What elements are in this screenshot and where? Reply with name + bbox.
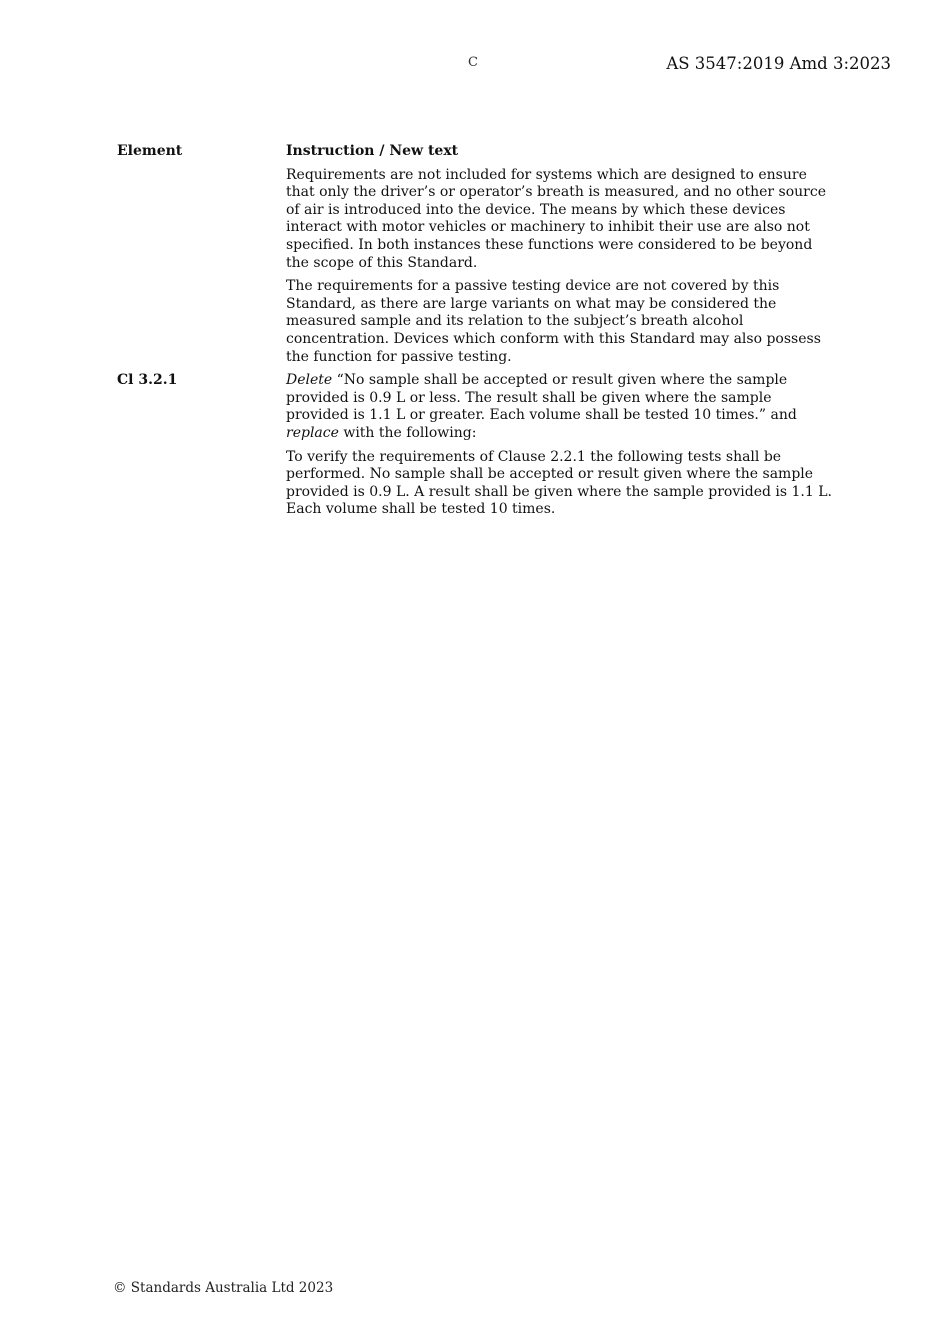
row-instruction [286,167,833,373]
replace-keyword: replace [286,424,339,441]
table-row [117,167,833,373]
table-header-row [117,143,833,161]
deleted-text: “No sample shall be accepted or result given where the sample provided is 0.9 L or less. The result shall be given where the sample provided is 1.1 L or greater. Each volume shall be tested 10 times.” and [286,372,797,424]
element-column-heading: Element [117,143,183,159]
new-text-paragraph: To verify the requirements of Clause 2.2.1 the following tests shall be performed. No sample shall be accepted or result given where the sample provided is 0.9 L. A result shall be given where the sample provided is 1.1 L. Each volume shall be tested 10 times. [286,448,832,518]
page-letter: C [468,55,478,70]
document-id: AS 3547:2019 Amd 3:2023 [666,54,891,73]
scope-paragraph-systems: Requirements are not included for systems which are designed to ensure that only the driver’s or operator’s breath is measured, and no other source of air is introduced into the device. The means by which these devices interact with motor vehicles or machinery to inhibit their use are also not specified. In both instances these functions were considered to be beyond the scope of this Standard. [286,166,827,271]
scope-paragraph-passive-testing: The requirements for a passive testing device are not covered by this Standard, as there are large variants on what may be considered the measured sample and its relation to the subject’s breath alcohol concentration. Devices which conform with this Standard may also possess the function for passive testing. [286,278,821,365]
row-instruction [286,372,833,525]
amendment-table [117,143,833,525]
delete-replace-instruction [286,372,833,442]
delete-keyword: Delete [286,372,333,389]
instruction-column-heading: Instruction / New text [286,143,459,159]
replace-suffix: with the following: [338,424,477,441]
copyright-footer: © Standards Australia Ltd 2023 [113,1280,334,1296]
row-element-clause: Cl 3.2.1 [117,372,178,389]
table-row [117,372,833,525]
